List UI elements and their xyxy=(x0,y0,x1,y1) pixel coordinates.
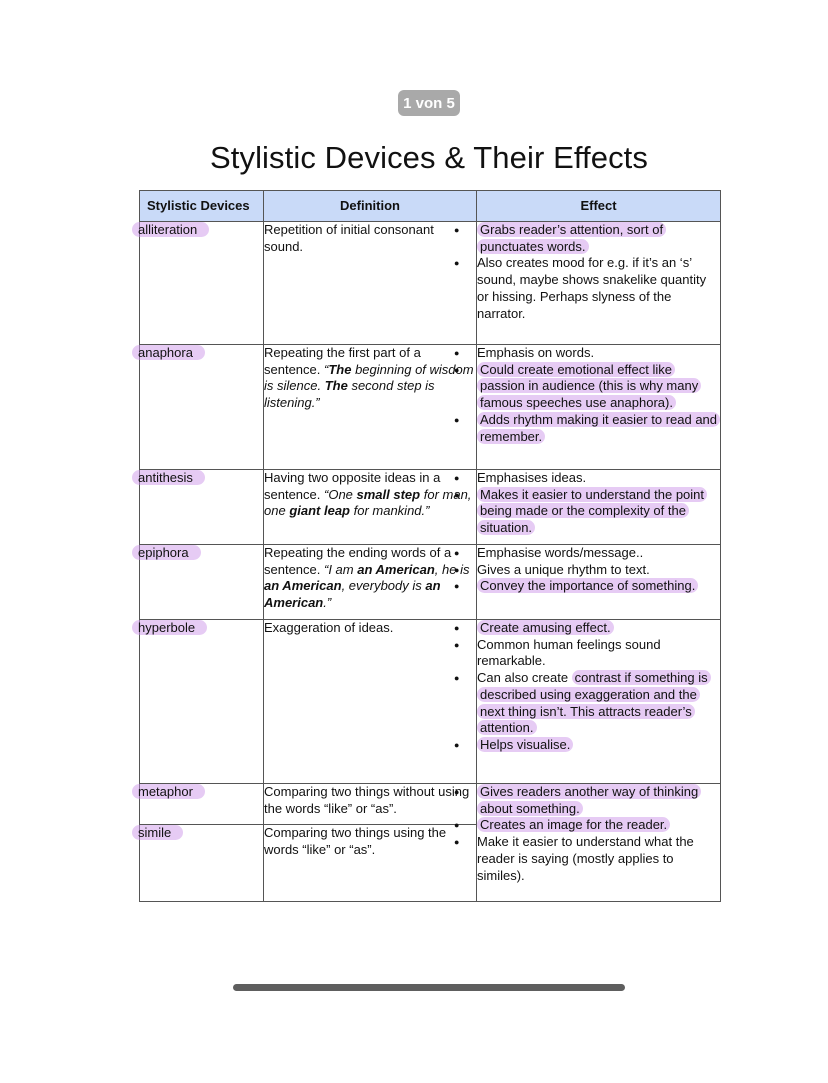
list-item: ● Make it easier to understand what the reader is saying (mostly applies to similes). xyxy=(477,834,720,884)
term-cell xyxy=(140,784,264,825)
effect-list xyxy=(477,222,720,322)
document-title: Stylistic Devices & Their Effects xyxy=(209,140,648,175)
list-item xyxy=(477,578,720,595)
effect-cell xyxy=(477,345,721,470)
table-header-row xyxy=(140,191,721,222)
list-item xyxy=(477,362,720,412)
list-item: ● Also creates mood for e.g. if it’s an ‘s’ sound, maybe shows snakelike quantity or hissing. Perhaps slyness of the narrator. xyxy=(477,255,720,322)
list-item: ● Emphasises ideas. xyxy=(477,470,720,487)
definition-cell xyxy=(264,345,477,470)
quote-part: “ xyxy=(324,361,329,377)
list-item xyxy=(477,487,720,537)
highlighted-text: Could create emotional effect like passion in audience (this is why many famous speeches use anaphora). xyxy=(477,362,701,410)
term-epiphora: epiphora xyxy=(132,545,201,560)
term-cell xyxy=(140,825,264,902)
definition-cell xyxy=(264,620,477,784)
quote-bold: an American xyxy=(264,578,342,594)
highlighted-text: Create amusing effect. xyxy=(477,620,614,635)
home-indicator-bar[interactable] xyxy=(233,984,625,991)
term-simile: simile xyxy=(132,825,183,840)
quote-part: beginning of wisdom is silence. xyxy=(264,361,474,394)
quote-part: , he is xyxy=(434,561,470,577)
list-item xyxy=(477,737,720,754)
header-definition: Definition xyxy=(264,191,477,222)
term-cell xyxy=(140,222,264,345)
quote-bold: small step xyxy=(356,486,421,502)
list-item: ● Emphasis on words. xyxy=(477,345,720,362)
term-hyperbole: hyperbole xyxy=(132,620,207,635)
definition-cell xyxy=(264,222,477,345)
term-cell xyxy=(140,345,264,470)
definition-text: Repeating the first part of a sentence. xyxy=(264,345,421,377)
list-item xyxy=(477,670,720,737)
effect-cell xyxy=(477,222,721,345)
list-item: ● Gives a unique rhythm to text. xyxy=(477,562,720,579)
effect-list xyxy=(477,545,720,595)
effect-list xyxy=(477,470,720,537)
quote-part: , everybody is xyxy=(341,578,426,594)
definition-cell xyxy=(264,470,477,545)
definition-cell xyxy=(264,825,477,902)
quote-part: for man, one xyxy=(264,486,472,519)
definition-text: Comparing two things using the words “like” or “as”. xyxy=(264,825,447,857)
list-item: ● Emphasise words/message.. xyxy=(477,545,720,562)
highlighted-text: Gives readers another way of thinking about something. xyxy=(477,784,701,816)
term-cell xyxy=(140,620,264,784)
highlighted-text: Makes it easier to understand the point being made or the complexity of the situation. xyxy=(477,487,707,535)
quote-bold: an American xyxy=(357,561,435,577)
effect-cell xyxy=(477,545,721,620)
term-metaphor: metaphor xyxy=(132,784,205,799)
table-row xyxy=(140,222,721,345)
table-row xyxy=(140,784,721,825)
term-cell xyxy=(140,545,264,620)
table-row xyxy=(140,620,721,784)
list-item: ● Common human feelings sound remarkable. xyxy=(477,637,720,670)
shared-effect-cell xyxy=(477,784,721,902)
definition-cell xyxy=(264,784,477,825)
highlighted-text: Convey the importance of something. xyxy=(477,578,698,593)
term-antithesis: antithesis xyxy=(132,470,205,485)
list-item xyxy=(477,412,720,445)
definition-text: Repeating the ending words of a sentence. xyxy=(264,545,452,577)
header-effect: Effect xyxy=(477,191,721,222)
effect-cell xyxy=(477,470,721,545)
quote-bold: giant leap xyxy=(289,503,350,519)
table-row xyxy=(140,345,721,470)
quote-bold: The xyxy=(328,361,352,377)
definition-text: Repetition of initial consonant sound. xyxy=(264,222,434,254)
quote-part: for mankind.” xyxy=(350,503,430,519)
quote-part: second step is listening.” xyxy=(264,378,435,411)
quote-bold: The xyxy=(324,378,348,394)
list-item xyxy=(477,222,720,255)
effect-list xyxy=(477,784,720,884)
definition-text: Exaggeration of ideas. xyxy=(264,620,394,635)
definition-cell xyxy=(264,545,477,620)
highlighted-text: Grabs reader’s attention, sort of punctuates words. xyxy=(477,222,666,254)
table-row xyxy=(140,470,721,545)
definition-text: Having two opposite ideas in a sentence. xyxy=(264,470,441,502)
term-cell xyxy=(140,470,264,545)
table-row xyxy=(140,545,721,620)
page-indicator: 1 von 5 xyxy=(398,90,460,116)
effect-cell xyxy=(477,620,721,784)
list-item xyxy=(477,784,720,817)
term-anaphora: anaphora xyxy=(132,345,205,360)
highlighted-text: Adds rhythm making it easier to read and remember. xyxy=(477,412,720,444)
list-item xyxy=(477,620,720,637)
quote-bold: an American xyxy=(264,578,441,611)
effect-list xyxy=(477,620,720,754)
quote-part: “I am xyxy=(324,561,358,577)
quote-part: “One xyxy=(324,486,357,502)
definition-text: Comparing two things without using the words “like” or “as”. xyxy=(264,784,470,816)
term-alliteration: alliteration xyxy=(132,222,209,237)
highlighted-text: contrast if something is described using exaggeration and the next thing isn’t. This attracts reader’s attention. xyxy=(477,670,711,735)
plain-text: Can also create xyxy=(477,670,572,686)
highlighted-text: Helps visualise. xyxy=(477,737,573,752)
effect-list xyxy=(477,345,720,445)
stylistic-devices-table xyxy=(139,190,721,902)
header-stylistic-devices: Stylistic Devices xyxy=(140,191,264,222)
quote-part: .” xyxy=(323,595,332,611)
highlighted-text: Creates an image for the reader. xyxy=(477,817,670,832)
list-item xyxy=(477,817,720,834)
